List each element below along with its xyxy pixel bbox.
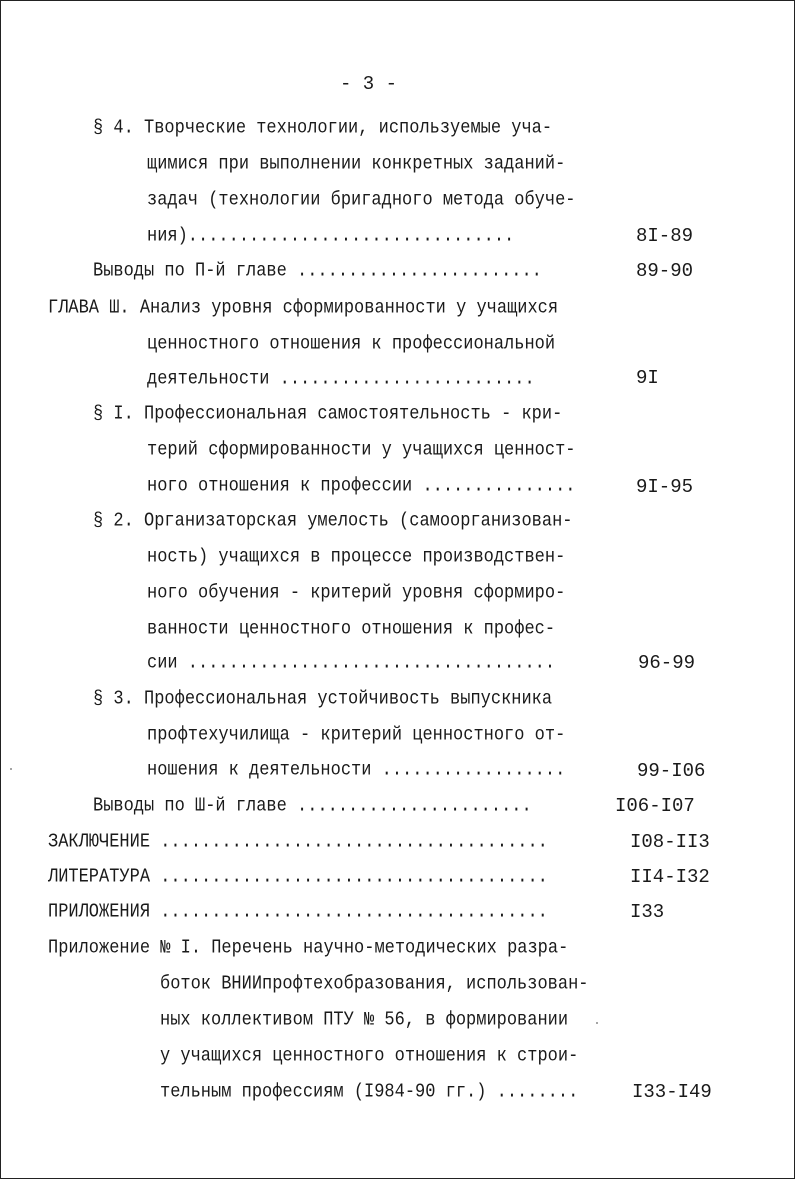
toc-line: профтехучилища - критерий ценностного от- — [147, 724, 566, 747]
toc-line: ных коллективом ПТУ № 56, в формировании — [160, 1009, 569, 1032]
toc-page-ref: 99-I06 — [637, 760, 706, 782]
toc-line: тельным профессиям (I984-90 гг.) ........ — [160, 1081, 579, 1104]
toc-line: деятельности ......................... — [147, 368, 535, 391]
toc-line: ного обучения - критерий уровня сформиро- — [147, 582, 566, 605]
toc-page-ref: 9I — [636, 367, 659, 389]
toc-line: Выводы по П-й главе ........................ — [93, 260, 542, 283]
toc-line: § 3. Профессиональная устойчивость выпускника — [93, 688, 553, 711]
toc-page-ref: 89-90 — [636, 260, 694, 282]
toc-page-ref: I33 — [630, 901, 665, 923]
toc-line: ГЛАВА Ш. Анализ уровня сформированности у учащихся — [48, 297, 559, 320]
toc-line: Приложение № I. Перечень научно-методических разра- — [48, 937, 569, 960]
scan-speck — [10, 768, 12, 770]
toc-line: § I. Профессиональная самостоятельность - кри- — [93, 403, 563, 426]
toc-page-ref: II4-I32 — [630, 866, 710, 888]
toc-page-ref: 9I-95 — [636, 476, 694, 498]
toc-page-ref: I33-I49 — [632, 1081, 712, 1103]
toc-line: ного отношения к профессии ............... — [147, 475, 576, 498]
toc-page-ref: I06-I07 — [615, 795, 695, 817]
toc-line: § 2. Организаторская умелость (самоорганизован- — [93, 510, 573, 533]
toc-line: щимися при выполнении конкретных заданий- — [147, 153, 566, 176]
toc-line: ния)................................ — [147, 225, 515, 248]
toc-page-ref: I08-II3 — [630, 831, 710, 853]
page-number: - 3 - — [340, 73, 398, 95]
toc-page-ref: 96-99 — [638, 652, 696, 674]
toc-line: сии .................................... — [147, 652, 556, 675]
toc-line: § 4. Творческие технологии, используемые уча- — [93, 117, 553, 140]
toc-line: ванности ценностного отношения к профес- — [147, 618, 556, 641]
toc-page-ref: 8I-89 — [636, 225, 694, 247]
toc-line: ЛИТЕРАТУРА ...................................... — [48, 866, 548, 889]
toc-line: боток ВНИИпрофтехобразования, использован- — [160, 973, 589, 996]
toc-line: терий сформированности у учащихся ценност- — [147, 439, 576, 462]
toc-line: ПРИЛОЖЕНИЯ ...................................... — [48, 901, 548, 924]
toc-line: ношения к деятельности .................. — [147, 759, 566, 782]
toc-line: у учащихся ценностного отношения к строи- — [160, 1045, 579, 1068]
toc-line: ценностного отношения к профессиональной — [147, 333, 556, 356]
scan-speck — [596, 1022, 598, 1024]
toc-line: задач (технологии бригадного метода обуче- — [147, 189, 576, 212]
toc-line: Выводы по Ш-й главе ....................... — [93, 795, 532, 818]
toc-line: ность) учащихся в процессе производствен- — [147, 546, 566, 569]
toc-line: ЗАКЛЮЧЕНИЕ ...................................... — [48, 831, 548, 854]
